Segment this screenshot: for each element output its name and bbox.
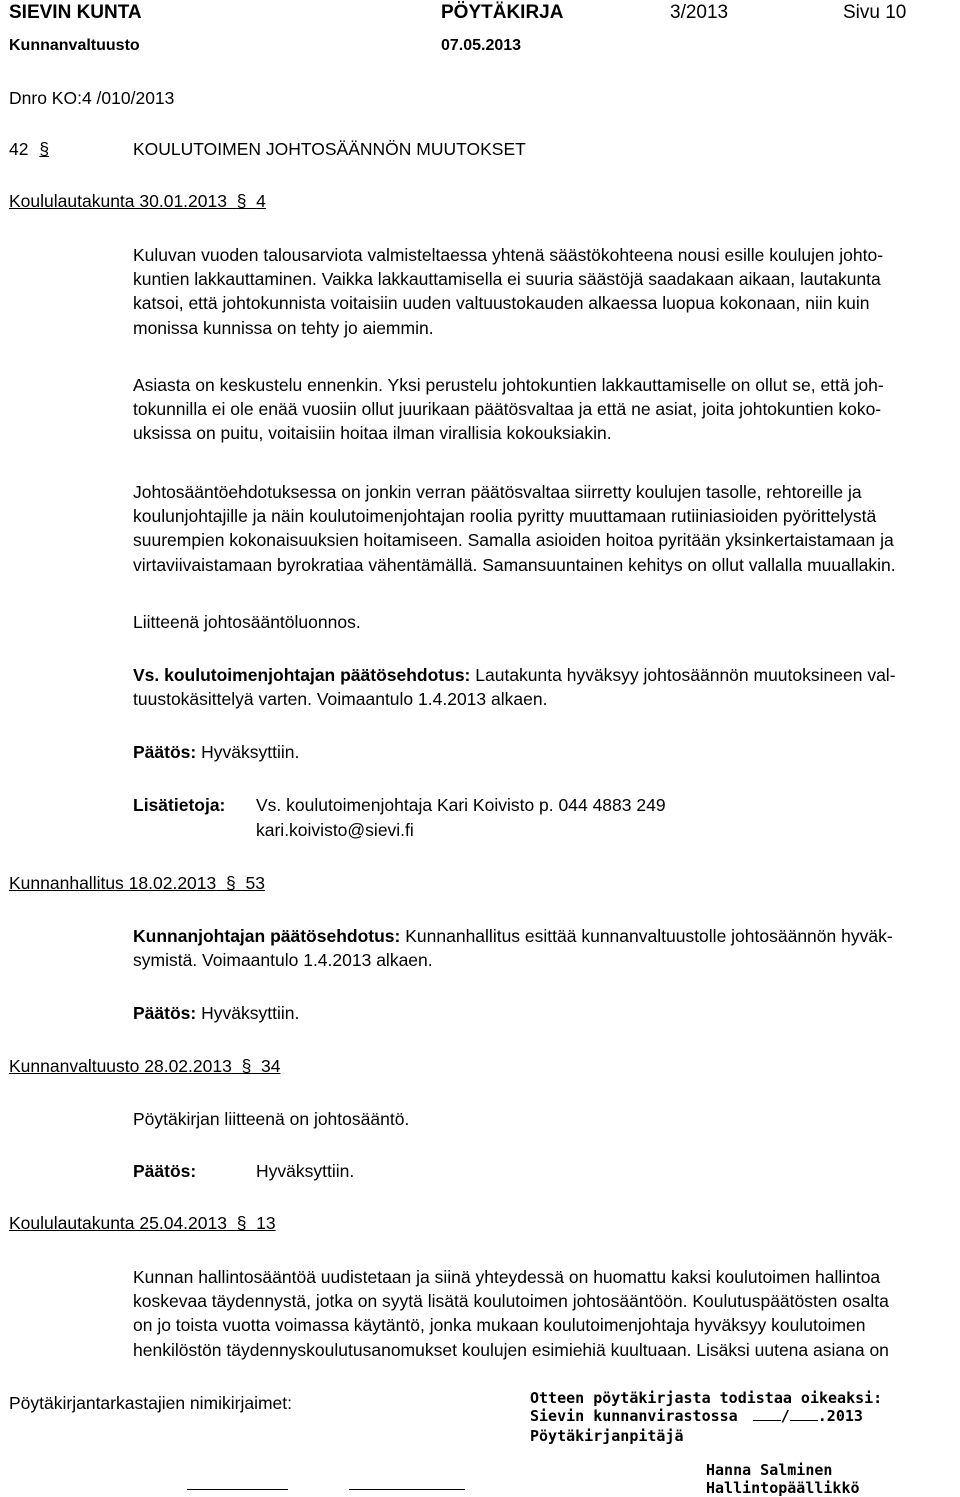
reference-kunnanhallitus: Kunnanhallitus 18.02.2013 § 53 — [9, 873, 265, 893]
decision-1 — [133, 740, 299, 764]
paragraph-appendix: Pöytäkirjan liitteenä on johtosääntö. — [133, 1109, 410, 1129]
paragraph-background: Kuluvan vuoden talousarviota valmisteltaessa yhtenä säästökohteena nousi esille koulujen johto- kuntien lakkauttaminen. Vaikka lakkauttamisella ei suuria säästöjä saadakaan aikaan, lautakunta katsoi, että johtokunnista voitaisiin uuden valtuustokauden alkaessa luopua kokonaan, niin kuin monissa kunnissa on tehty jo aiemmin. — [133, 245, 884, 338]
section-title: KOULUTOIMEN JOHTOSÄÄNNÖN MUUTOKSET — [133, 139, 526, 159]
meeting-body: Kunnanvaltuusto — [9, 37, 140, 54]
section-number: 42 — [9, 139, 29, 159]
reference-kunnanvaltuusto: Kunnanvaltuusto 28.02.2013 § 34 — [9, 1056, 281, 1076]
decision-3-label: Päätös: — [133, 1161, 197, 1181]
decision-2 — [133, 1001, 299, 1025]
reviewers-initials-label: Pöytäkirjantarkastajien nimikirjaimet: — [9, 1393, 293, 1413]
decision-label: Päätös: — [133, 742, 197, 762]
info-label: Lisätietoja: — [133, 795, 226, 815]
proposal-koulutoimenjohtaja: Vs. koulutoimenjohtajan päätösehdotus: Lautakunta hyväksyy johtosäännön muutoksineen val- tuustokäsittelyä varten. Voimaantulo 1.4.2013 alkaen. — [133, 665, 896, 710]
info-contact: Vs. koulutoimenjohtaja Kari Koivisto p. 044 4883 249 — [256, 795, 666, 815]
section-symbol: § — [39, 139, 50, 159]
document-type: PÖYTÄKIRJA — [441, 2, 564, 23]
keeper-title: Hallintopäällikkö — [706, 1479, 860, 1497]
proposal-label: Vs. koulutoimenjohtajan päätösehdotus: — [133, 665, 471, 685]
signature-line-2 — [349, 1489, 465, 1490]
info-email: kari.koivisto@sievi.fi — [256, 820, 414, 840]
section-heading — [9, 137, 49, 161]
certification-label: Otteen pöytäkirjasta todistaa oikeaksi: — [530, 1389, 883, 1407]
proposal-label: Kunnanjohtajan päätösehdotus: — [133, 926, 401, 946]
paragraph-hallintosaanto: Kunnan hallintosääntöä uudistetaan ja siinä yhteydessä on huomattu kaksi koulutoimen hallintoa koskevaa täydennystä, jotka on syytä lisätä koulutoimen johtosääntöön. Koulutuspäätösten osalta on jo toista vuotta voimassa käytäntö, jonka mukaan koulutoimenjohtaja hyväksyy koulutoimen henkilöstön täydennyskoulutusanomukset koulujen esimiehiä kuultuaan. Lisäksi uutena asiana on — [133, 1267, 889, 1360]
decision-value: Hyväksyttiin. — [201, 742, 300, 762]
page-number: Sivu 10 — [843, 2, 907, 23]
paragraph-attachment: Liitteenä johtosääntöluonnos. — [133, 612, 361, 632]
decision-label: Päätös: — [133, 1003, 197, 1023]
certification-place: Sievin kunnanvirastossa / .2013 — [530, 1407, 863, 1425]
meeting-date: 07.05.2013 — [441, 37, 522, 54]
decision-3-value: Hyväksyttiin. — [256, 1161, 355, 1181]
reference-koululautakunta-2: Koululautakunta 25.04.2013 § 13 — [9, 1213, 276, 1233]
document-number: 3/2013 — [670, 2, 729, 23]
record-number: Dnro KO:4 /010/2013 — [9, 88, 175, 108]
reference-koululautakunta-1: Koululautakunta 30.01.2013 § 4 — [9, 191, 266, 211]
keeper-name: Hanna Salminen — [706, 1461, 833, 1479]
paragraph-proposal-details: Johtosääntöehdotuksessa on jonkin verran päätösvaltaa siirretty koulujen tasolle, rehtoreille ja koulunjohtajille ja näin koulutoimenjohtajan roolia pyritty muuttamaan rutiiniasioiden pyörittelystä suurempien kokonaisuuksien hoitamiseen. Samalla asioiden hoitoa pyritään yksinkertaistamaan ja virtaviivaistamaan byrokratiaa vähentämällä. Samansuuntainen kehitys on ollut vallalla muuallakin. — [133, 482, 896, 575]
signature-line-1 — [187, 1489, 288, 1490]
decision-value: Hyväksyttiin. — [201, 1003, 300, 1023]
proposal-kunnanjohtaja: Kunnanjohtajan päätösehdotus: Kunnanhallitus esittää kunnanvaltuustolle johtosäännön hyväk- symistä. Voimaantulo 1.4.2013 alkaen. — [133, 926, 893, 971]
minutes-keeper-label: Pöytäkirjanpitäjä — [530, 1427, 684, 1445]
organization-name: SIEVIN KUNTA — [9, 2, 142, 23]
paragraph-discussion: Asiasta on keskustelu ennenkin. Yksi perustelu johtokuntien lakkauttamiselle on ollut se, että joh- tokunnilla ei ole enää vuosiin ollut juurikaan päätösvaltaa ja että ne asiat, joita johtokuntien koko- uksissa on puitu, voitaisiin hoitaa ilman virallisia kokouksiakin. — [133, 375, 884, 444]
